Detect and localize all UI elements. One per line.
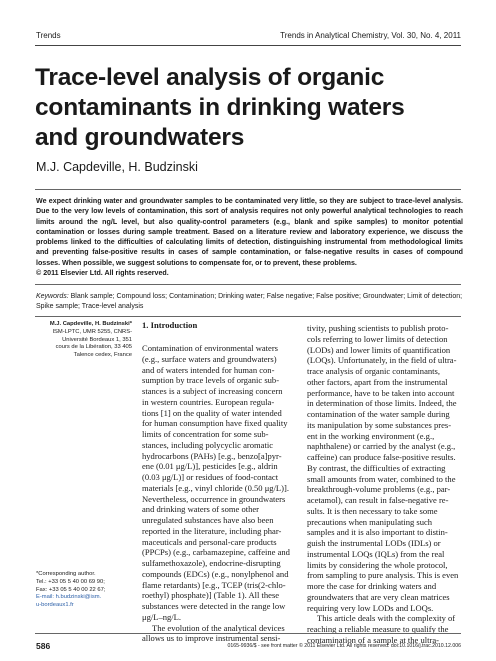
- text-line: Nevertheless, occurrence in groundwaters: [142, 493, 286, 504]
- text-line: sulfamethoxazole), endocrine-disrupting: [142, 558, 281, 568]
- footer-rule: [35, 633, 461, 634]
- text-line: reaching a reliable measure to qualify the: [307, 624, 449, 634]
- correspondence-line: Fax: +33 05 5 40 00 22 67;: [36, 586, 106, 593]
- paragraph: [307, 613, 462, 645]
- text-line: limits by considering the whole protocol,: [307, 559, 448, 570]
- text-line: precautions when manipulating such: [307, 516, 433, 527]
- body-column-1: [142, 343, 297, 644]
- footer-doi: 0165-9936/$ - see front matter © 2011 Elsevier Ltd. All rights reserved. doi:10.1016/j.trac.2010.12.006: [227, 643, 461, 649]
- text-line: samples and it is also important to distin-: [307, 527, 448, 538]
- text-line: tivity, pushing scientists to publish proto-: [307, 323, 449, 333]
- text-line: reported in the literature, including phar-: [142, 525, 282, 536]
- text-line: flame retardants) [e.g., TCEP (tris(2-chlo-: [142, 579, 286, 590]
- text-line: compounds (EDCs) (e.g., nonylphenol and: [142, 568, 289, 579]
- text-line: substances were detected in the range low: [142, 601, 286, 611]
- abstract-rule-bottom: [35, 284, 461, 285]
- affiliation-names: M.J. Capdeville, H. Budzinski*: [49, 321, 132, 327]
- text-line: ent in the working environment (e.g.,: [307, 430, 435, 441]
- text-line: This article deals with the complexity of: [317, 613, 456, 624]
- page-number: 586: [36, 641, 51, 651]
- affiliation-line: ISM-LPTC, UMR 5255, CNRS-: [52, 328, 132, 335]
- keywords-block: [36, 292, 463, 313]
- text-line: sumption by trace levels of organic sub-: [142, 375, 280, 386]
- text-line: performance, have to be taken into account: [307, 387, 455, 398]
- author-list: M.J. Capdeville, H. Budzinski: [36, 160, 198, 174]
- abstract-text: We expect drinking water and groundwater samples to be contaminated very little, so they are subject to trace-level analysis. Due to the very low levels of contamination, this sort of analysis requires not only powerful analytical technologies to reach limits around the ng/L level, but also quality-control parameters (e.g., blank and spike samples) to monitor potential contamination or losses during sample treatment. Based on a literature review and laboratory experience, we discuss the problems linked to the difficulties of calculating limits of detection, distinguishing instrumental from methodological limits and preventing false-positive results in cases of sample contamination, or false-negative results in cases of compound losses. When possible, we suggest solutions to compensate for, or to prevent, these problems.: [36, 197, 463, 267]
- text-line: acetamol), can result in false-negative re-: [307, 495, 449, 505]
- correspondence-block: [36, 571, 132, 610]
- text-line: (e.g., surface waters and groundwaters): [142, 353, 277, 364]
- text-line: trace analysis of organic contaminants,: [307, 366, 440, 376]
- text-line: stances is a subject of increasing concern: [142, 386, 283, 396]
- section-rule: [35, 316, 461, 317]
- affiliation-line: Université Bordeaux 1, 351: [62, 336, 132, 343]
- correspondence-email[interactable]: u-bordeaux1.fr: [36, 602, 74, 609]
- text-line: hydrocarbons (PAHs) [e.g., benzo[a]pyr-: [142, 450, 282, 461]
- keywords-label: Keywords:: [36, 293, 69, 300]
- text-line: for human consumption have fixed quality: [142, 418, 288, 429]
- paragraph: [307, 323, 462, 613]
- abstract-rule-top: [35, 189, 461, 190]
- text-line: from sampling to pure analysis. This is even: [307, 570, 459, 581]
- section-heading: 1. Introduction: [142, 320, 198, 330]
- text-line: cols referring to lower limits of detection: [307, 333, 448, 344]
- title-line: contaminants in drinking waters: [35, 94, 405, 121]
- text-line: contamination of a sample at the ultra-: [307, 634, 439, 645]
- text-line: tions [1] on the quality of water intended: [142, 407, 282, 418]
- text-line: and of waters intended for human con-: [142, 364, 275, 375]
- paragraph: [142, 343, 297, 623]
- text-line: in determination of those limits. Indeed, the: [307, 398, 457, 409]
- text-line: unregulated substances have also been: [142, 515, 274, 525]
- text-line: breakthrough-volume problems (e.g., par-: [307, 484, 451, 495]
- affiliation-line: Talence cedex, France: [73, 352, 132, 359]
- text-line: maceuticals and personal-care products: [142, 536, 277, 547]
- affiliation-block: [36, 321, 132, 360]
- copyright-notice: © 2011 Elsevier Ltd. All rights reserved.: [36, 269, 169, 277]
- correspondence-email[interactable]: E-mail: h.budzinski@ism.: [36, 594, 102, 601]
- text-line: limits of concentration for some sub-: [142, 429, 269, 439]
- text-line: guish the instrumental LODs (IDLs) or: [307, 538, 441, 548]
- text-line: small amounts from water, combined to the: [307, 473, 456, 484]
- text-line: (PPCPs) (e.g., carbamazepine, caffeine and: [142, 547, 290, 558]
- correspondence-line: *Corresponding author.: [36, 571, 96, 577]
- text-line: By contrast, the difficulties of extracting: [307, 462, 446, 473]
- text-line: sults. It is then necessary to take some: [307, 505, 438, 516]
- affiliation-line: cours de la Libération, 33 405: [55, 344, 132, 351]
- text-line: in western countries. European regula-: [142, 396, 275, 407]
- text-line: stances, including polycyclic aromatic: [142, 439, 274, 450]
- header-rule: [35, 45, 461, 46]
- text-line: instrumental LOQs (IQLs) from the real: [307, 548, 445, 559]
- text-line: allows us to improve instrumental sensi-: [142, 633, 281, 644]
- article-title: [35, 63, 465, 153]
- text-line: its manipulation by some substances pres-: [307, 419, 452, 430]
- text-line: groundwaters that are very clean matrices: [307, 591, 450, 602]
- keywords-list: Blank sample; Compound loss; Contamination; Drinking water; False negative; False positive; Groundwater; Limit of detection; Spike sample; Trace-level analysis: [36, 293, 463, 311]
- text-line: more the case for drinking waters and: [307, 581, 437, 591]
- text-line: (LOQs). Unfortunately, in the field of ultra-: [307, 355, 457, 366]
- text-line: μg/L–ng/L.: [142, 611, 182, 622]
- text-line: materials [e.g., vinyl chloride (0.50 μg/L)].: [142, 482, 289, 493]
- text-line: other factors, apart from the instrumental: [307, 376, 448, 387]
- text-line: naphthalene) or carried by the analyst (e.g.,: [307, 441, 456, 452]
- title-line: and groundwaters: [35, 124, 245, 151]
- text-line: The evolution of the analytical devices: [152, 622, 285, 633]
- title-line: Trace-level analysis of organic: [35, 64, 385, 91]
- text-line: (LODs) and lower limits of quantification: [307, 344, 451, 355]
- correspondence-line: Tel.: +33 05 5 40 00 69 90;: [36, 578, 105, 585]
- running-header-right: Trends in Analytical Chemistry, Vol. 30, No. 4, 2011: [280, 31, 461, 40]
- running-header-left: Trends: [36, 31, 61, 40]
- text-line: ene (0.01 μg/L)], pesticides [e.g., aldrin: [142, 461, 278, 472]
- text-line: roethyl) phosphate)] (Table 1). All these: [142, 590, 280, 601]
- text-line: caffeine) can produce false-positive results.: [307, 452, 456, 462]
- text-line: requiring very low LODs and LOQs.: [307, 602, 434, 613]
- text-line: (0.03 μg/L)] or residues of food-contact: [142, 472, 279, 482]
- text-line: contamination of the water sample during: [307, 409, 450, 419]
- text-line: Contamination of environmental waters: [142, 343, 279, 353]
- body-column-2: [307, 323, 462, 646]
- text-line: and drinking waters of some other: [142, 504, 260, 515]
